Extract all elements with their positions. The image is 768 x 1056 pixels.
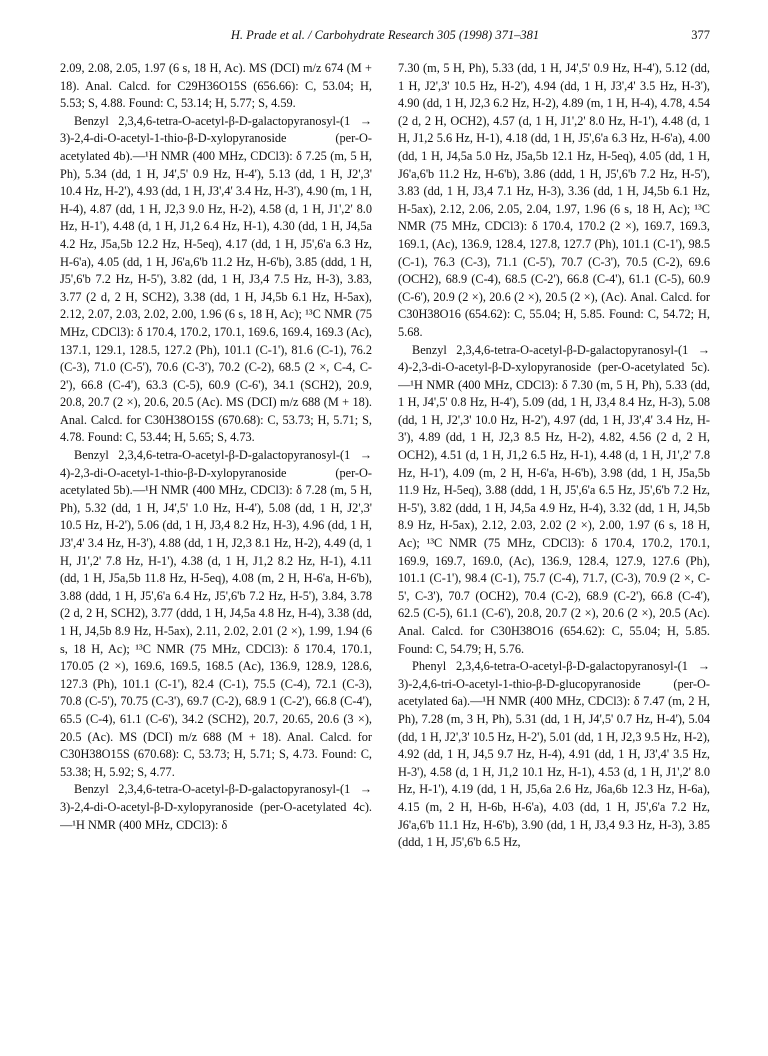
compound-entry-5b: Benzyl 2,3,4,6-tetra-O-acetyl-β-D-galactopyranosyl-(1 → 4)-2,3-di-O-acetyl-1-thio-β-D-xylopyranoside (per-O-acetylated 5b).—¹H NMR (400 MHz, CDCl3): δ 7.28 (m, 5 H, Ph), 5.32 (dd, 1 H, J4',5' 1.0 Hz, H-4'), 5.08 (dd, 1 H, J2',3' 10.5 Hz, H-2'), 5.06 (dd, 1 H, J3,4 8.2 Hz, H-3), 4.96 (dd, 1 H, J3',4' 3.4 Hz, H-3'), 4.88 (dd, 1 H, J2,3 8.1 Hz, H-2), 4.49 (d, 1 H, J1',2' 7.8 Hz, H-1'), 4.38 (d, 1 H, J1,2 8.2 Hz, H-1), 4.11 (dd, 1 H, J5a,5b 11.8 Hz, H-5eq), 4.08 (m, 2 H, H-6'a, H-6'b), 3.88 (ddd, 1 H, J5',6'a 6.4 Hz, J5',6'b 7.2 Hz, H-5'), 3.84, 3.78 (2 d, 2 H, SCH2), 3.77 (ddd, 1 H, J4,5a 4.8 Hz, H-4), 3.38 (dd, 1 H, J4,5b 8.9 Hz, H-5ax), 2.11, 2.02, 2.01 (2 ×), 1.99, 1.94 (6 s, 18 H, Ac); ¹³C NMR (75 MHz, CDCl3): δ 170.4, 170.1, 170.05 (2 ×), 169.6, 169.5, 168.5 (Ac), 136.9, 128.9, 128.6, 127.3 (Ph), 101.1 (C-1'), 82.4 (C-1), 75.5 (C-4), 72.1 (C-3), 70.8 (C-5'), 70.75 (C-3'), 69.7 (C-2), 68.9 1 (C-2'), 66.8 (C-4'), 65.5 (C-4), 61.1 (C-6'), 34.2 (SCH2), 20.7, 20.65, 20.6 (3 ×), 20.5 (Ac). MS (DCI) m/z 688 (M + 18). Anal. Calcd. for C30H38O15S (670.68): C, 53.73; H, 5.71; S, 4.73. Found: C, 53.38; H, 5.92; S, 4.77. <box>60 448 372 779</box>
right-column <box>398 60 710 1035</box>
running-head-title: H. Prade et al. / Carbohydrate Research 305 (1998) 371–381 <box>230 28 540 42</box>
running-head <box>60 28 710 48</box>
compound-entry-4c: Benzyl 2,3,4,6-tetra-O-acetyl-β-D-galactopyranosyl-(1 → 3)-2,4-di-O-acetyl-β-D-xylopyranoside (per-O-acetylated 4c).—¹H NMR (400 MHz, CDCl3): δ <box>60 782 372 832</box>
paragraph-continued: 2.09, 2.08, 2.05, 1.97 (6 s, 18 H, Ac). MS (DCI) m/z 674 (M + 18). Anal. Calcd. for C29H36O15S (656.66): C, 53.04; H, 5.53; S, 4.88. Found: C, 53.14; H, 5.77; S, 4.59. <box>60 61 372 111</box>
paragraph-continued: 7.30 (m, 5 H, Ph), 5.33 (dd, 1 H, J4',5' 0.9 Hz, H-4'), 5.12 (dd, 1 H, J2',3' 10.5 Hz, H-2'), 4.94 (dd, 1 H, J3',4' 3.5 Hz, H-3'), 4.90 (dd, 1 H, J2,3 6.2 Hz, H-2), 4.89 (m, 1 H, H-4), 4.78, 4.54 (2 d, 2 H, OCH2), 4.57 (d, 1 H, J1',2' 8.0 Hz, H-1'), 4.48 (d, 1 H, J1,2 5.6 Hz, H-1), 4.18 (dd, 1 H, J5',6'a 6.3 Hz, H-6'a), 4.00 (dd, 1 H, J4,5a 5.0 Hz, J5a,5b 12.1 Hz, H-5eq), 4.05 (dd, 1 H, J6'a,6'b 11.2 Hz, H-6'b), 3.86 (ddd, 1 H, J5',6'b 7.2 Hz, H-5'), 3.83 (dd, 1 H, J3,4 7.1 Hz, H-3), 3.36 (dd, 1 H, J4,5b 6.1 Hz, H-5ax), 2.12, 2.06, 2.05, 2.04, 1.97, 1.96 (6 s, 18 H, Ac); ¹³C NMR (75 MHz, CDCl3): δ 170.4, 170.2 (2 ×), 169.7, 169.3, 169.1, (Ac), 136.9, 128.4, 127.8, 127.7 (Ph), 101.1 (C-1'), 98.5 (C-1), 76.3 (C-3), 71.1 (C-5'), 70.7 (C-3'), 70.5 (C-2), 69.6 (OCH2), 68.9 (C-4), 68.5 (C-2'), 66.8 (C-4'), 61.1 (C-5), 60.9 (C-6'), 20.9 (2 ×), 20.6 (2 ×), 20.5 (2 ×), (Ac). Anal. Calcd. for C30H38O16 (654.62): C, 55.04; H, 5.85. Found: C, 54.72; H, 5.68. <box>398 61 710 339</box>
left-column <box>60 60 372 1035</box>
page-number: 377 <box>691 28 710 42</box>
compound-entry-6a: Phenyl 2,3,4,6-tetra-O-acetyl-β-D-galactopyranosyl-(1 → 3)-2,4,6-tri-O-acetyl-1-thio-β-D-glucopyranoside (per-O-acetylated 6a).—¹H NMR (400 MHz, CDCl3): δ 7.47 (m, 2 H, Ph), 7.28 (m, 3 H, Ph), 5.31 (dd, 1 H, J4',5' 0.7 Hz, H-4'), 5.04 (dd, 1 H, J2',3' 10.5 Hz, H-2'), 5.01 (dd, 1 H, J2,3 9.5 Hz, H-2), 4.92 (dd, 1 H, J4,5 9.7 Hz, H-4), 4.91 (dd, 1 H, J3',4' 3.5 Hz, H-3'), 4.58 (d, 1 H, J1,2 10.1 Hz, H-1), 4.53 (d, 1 H, J1',2' 8.0 Hz, H-1'), 4.19 (dd, 1 H, J5,6a 2.6 Hz, J6a,6b 12.3 Hz, H-6a), 4.15 (m, 2 H, H-6b, H-6'a), 4.03 (dd, 1 H, J5',6'a 7.2 Hz, J6'a,6'b 11.1 Hz, H-6'b), 3.90 (dd, 1 H, J3,4 9.3 Hz, H-3), 3.85 (ddd, 1 H, J5',6'b 6.5 Hz, <box>398 659 710 850</box>
compound-entry-4b: Benzyl 2,3,4,6-tetra-O-acetyl-β-D-galactopyranosyl-(1 → 3)-2,4-di-O-acetyl-1-thio-β-D-xylopyranoside (per-O-acetylated 4b).—¹H NMR (400 MHz, CDCl3): δ 7.25 (m, 5 H, Ph), 5.34 (dd, 1 H, J4',5' 0.9 Hz, H-4'), 5.13 (dd, 1 H, J2',3' 10.4 Hz, H-2'), 4.93 (dd, 1 H, J3',4' 3.4 Hz, H-3'), 4.90 (m, 1 H, H-4), 4.87 (dd, 1 H, J2,3 9.0 Hz, H-2), 4.58 (d, 1 H, J1',2' 8.0 Hz, H-1'), 4.48 (d, 1 H, J1,2 6.4 Hz, H-1), 4.30 (dd, 1 H, J4,5a 4.2 Hz, J5a,5b 12.2 Hz, H-5eq), 4.17 (dd, 1 H, J5',6'a 6.3 Hz, H-6'a), 4.05 (dd, 1 H, J6'a,6'b 11.2 Hz, H-6'b), 3.85 (ddd, 1 H, J5',6'b 7.2 Hz, H-5'), 3.82 (dd, 1 H, J3,4 7.5 Hz, H-3), 3.83, 3.77 (2 d, 2 H, SCH2), 3.38 (dd, 1 H, J4,5b 6.1 Hz, H-5ax), 2.12, 2.07, 2.03, 2.02, 2.00, 1.96 (6 s, 18 H, Ac); ¹³C NMR (75 MHz, CDCl3): δ 170.4, 170.2, 170.1, 169.6, 169.4, 169.3 (Ac), 137.1, 129.1, 128.5, 127.2 (Ph), 101.1 (C-1'), 81.6 (C-1), 76.2 (C-3), 71.0 (C-5'), 70.6 (C-3'), 70.2 (C-2), 68.5 (2 ×, C-4, C-2'), 66.8 (C-4'), 63.3 (C-5), 60.9 (C-6'), 34.1 (SCH2), 20.9, 20.8, 20.7 (2 ×), 20.6, 20.5 (Ac). MS (DCI) m/z 688 (M + 18). Anal. Calcd. for C30H38O15S (670.68): C, 53.73; H, 5.71; S, 4.78. Found: C, 53.44; H, 5.65; S, 4.73. <box>60 113 372 445</box>
compound-entry-5c: Benzyl 2,3,4,6-tetra-O-acetyl-β-D-galactopyranosyl-(1 → 4)-2,3-di-O-acetyl-β-D-xylopyranoside (per-O-acetylated 5c).—¹H NMR (400 MHz, CDCl3): δ 7.30 (m, 5 H, Ph), 5.33 (dd, 1 H, J4',5' 0.8 Hz, H-4'), 5.09 (dd, 1 H, J3,4 8.4 Hz, H-3), 5.08 (dd, 1 H, J2',3' 10.0 Hz, H-2'), 4.97 (dd, 1 H, J3',4' 3.4 Hz, H-3'), 4.89 (dd, 1 H, J2,3 8.5 Hz, H-2), 4.82, 4.56 (2 d, 2 H, OCH2), 4.51 (d, 1 H, J1,2 6.5 Hz, H-1), 4.48 (d, 1 H, J1',2' 7.8 Hz, H-1'), 4.09 (m, 2 H, H-6'a, H-6'b), 3.98 (dd, 1 H, J5a,5b 11.9 Hz, H-5eq), 3.88 (ddd, 1 H, J5',6'a 6.5 Hz, J5',6'b 7.2 Hz, H-5'), 3.82 (ddd, 1 H, J4,5a 4.9 Hz, H-4), 3.32 (dd, 1 H, J4,5b 8.9 Hz, H-5ax), 2.12, 2.03, 2.02 (2 ×), 2.00, 1.97 (6 s, 18 H, Ac); ¹³C NMR (75 MHz, CDCl3): δ 170.4, 170.2, 170.1, 169.9, 169.7, 169.0, (Ac), 136.9, 128.4, 127.9, 127.6 (Ph), 101.1 (C-1'), 98.4 (C-1), 75.7 (C-4), 71.7, (C-3), 70.9 (2 ×, C-5', C-3'), 70.7 (OCH2), 70.4 (C-2), 68.9 (C-2'), 66.8 (C-4'), 62.5 (C-5), 61.1 (C-6'), 20.8, 20.7 (2 ×), 20.6 (2 ×), 20.5 (Ac). Anal. Calcd. for C30H38O16 (654.62): C, 55.04; H, 5.85. Found: C, 54.79; H, 5.76. <box>398 342 710 656</box>
